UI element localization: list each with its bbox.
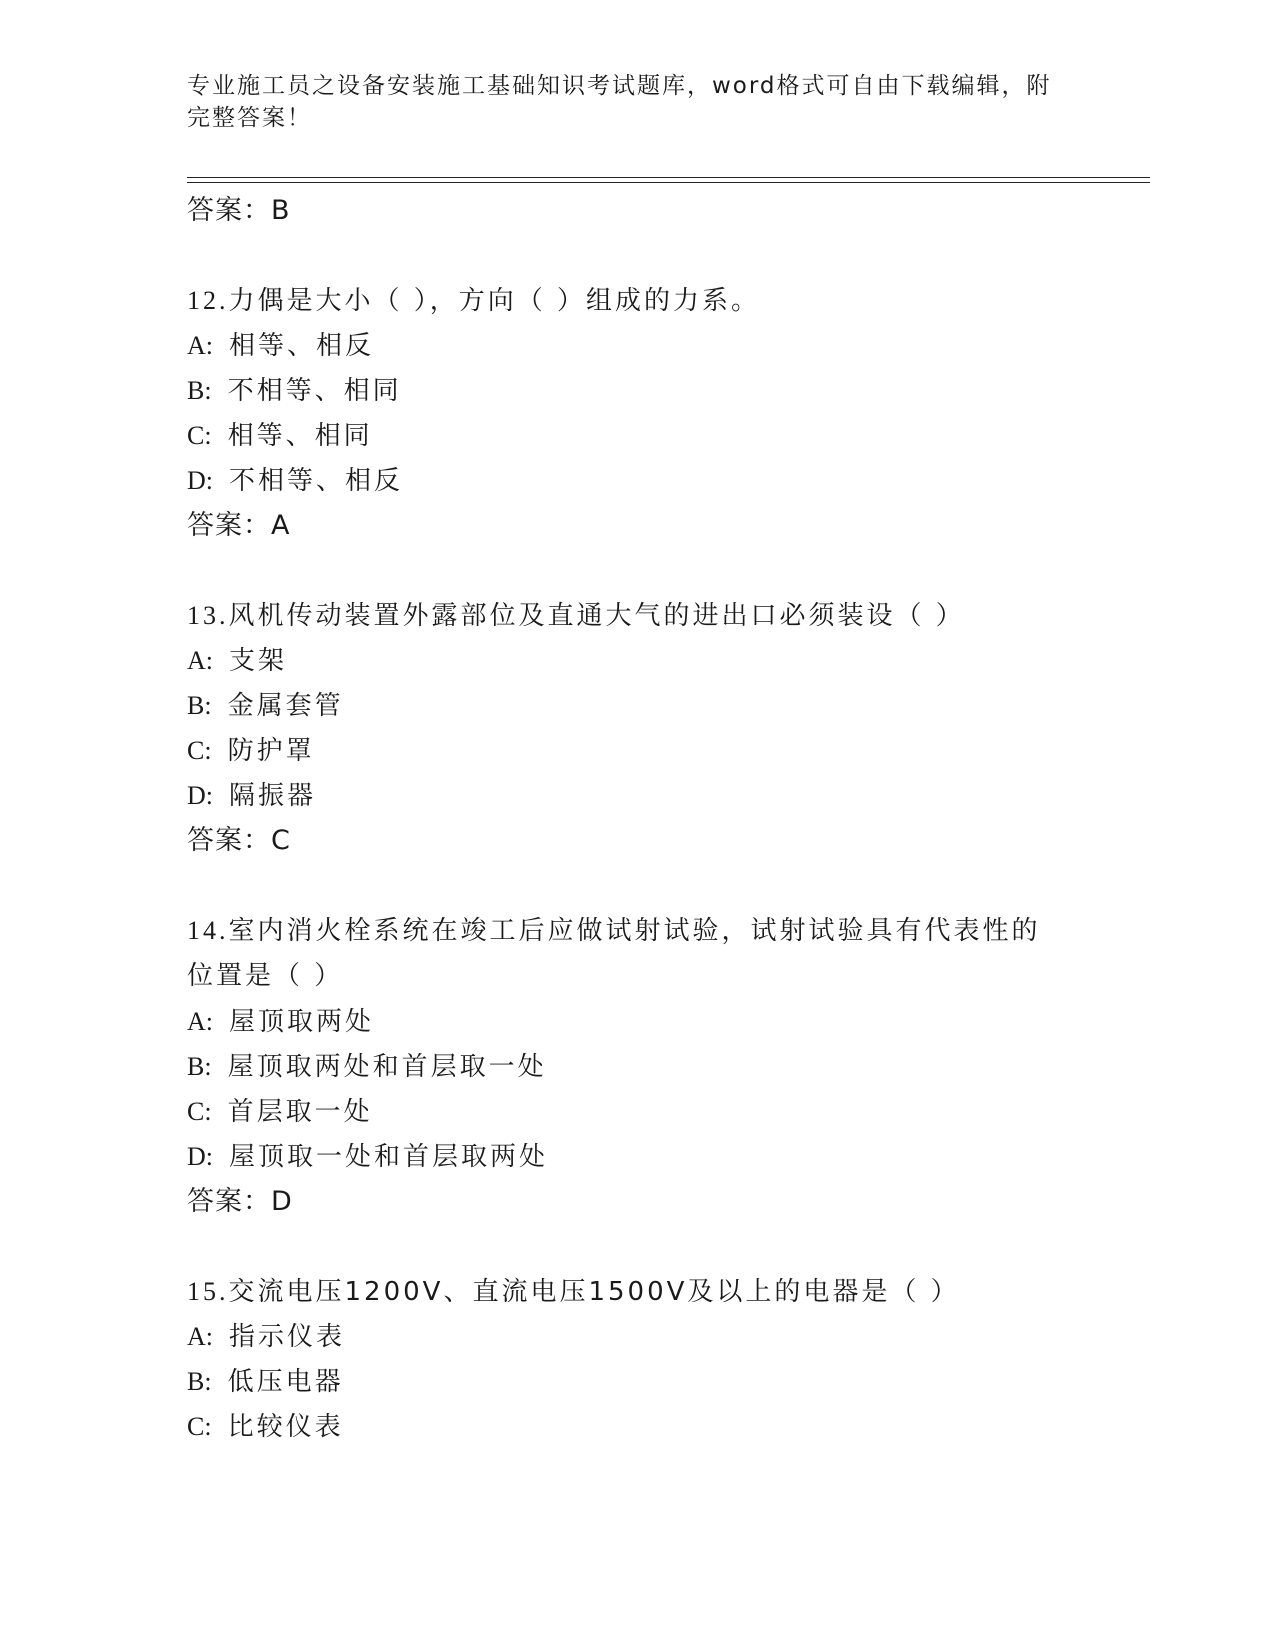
option-b xyxy=(187,368,1087,413)
option-letter: B: xyxy=(187,1052,212,1081)
option-a xyxy=(187,1314,1087,1359)
question-text: 力偶是大小（ ），方向（ ）组成的力系。 xyxy=(228,286,761,316)
option-d xyxy=(187,773,1087,818)
option-text: 低压电器 xyxy=(227,1367,344,1397)
option-b xyxy=(187,1359,1087,1404)
option-c xyxy=(187,1404,1087,1449)
option-a xyxy=(187,638,1087,683)
option-c xyxy=(187,413,1087,458)
question-block xyxy=(187,1269,1087,1449)
question-number: 14. xyxy=(187,916,229,945)
question-block xyxy=(187,593,1087,863)
answer-line: 答案：D xyxy=(187,1186,293,1217)
option-d xyxy=(187,1134,1087,1179)
question-text: 风机传动装置外露部位及直通大气的进出口必须装设（ ） xyxy=(228,601,965,631)
option-text: 不相等、相同 xyxy=(227,376,402,406)
option-letter: B: xyxy=(187,1367,212,1396)
question-stem xyxy=(187,1269,1087,1314)
question-number: 15. xyxy=(187,1277,229,1306)
option-letter: A: xyxy=(187,646,213,675)
document-header: 专业施工员之设备安装施工基础知识考试题库，word格式可自由下载编辑，附完整答案！ xyxy=(187,73,1052,131)
option-text: 相等、相同 xyxy=(227,421,373,451)
option-text: 屋顶取两处和首层取一处 xyxy=(227,1052,547,1082)
option-c xyxy=(187,1089,1087,1134)
option-letter: C: xyxy=(187,1097,212,1126)
option-letter: B: xyxy=(187,691,212,720)
question-stem xyxy=(187,593,1087,638)
option-text: 防护罩 xyxy=(227,736,315,766)
option-text: 金属套管 xyxy=(227,691,344,721)
header-rule-bottom xyxy=(187,182,1150,183)
header-rule-top xyxy=(187,177,1150,178)
option-b xyxy=(187,683,1087,728)
option-a xyxy=(187,323,1087,368)
option-text: 支架 xyxy=(229,646,288,676)
question-text: 室内消火栓系统在竣工后应做试射试验，试射试验具有代表性的位置是（ ） xyxy=(187,916,1041,991)
option-text: 比较仪表 xyxy=(227,1412,344,1442)
option-text: 指示仪表 xyxy=(229,1322,346,1352)
option-letter: D: xyxy=(187,1142,213,1171)
option-a xyxy=(187,999,1087,1044)
option-letter: A: xyxy=(187,331,213,360)
answer-line: 答案：C xyxy=(187,825,291,856)
option-text: 屋顶取两处 xyxy=(229,1007,375,1037)
spacer xyxy=(187,233,1087,278)
question-block xyxy=(187,908,1087,1224)
question-block xyxy=(187,278,1087,548)
spacer xyxy=(187,863,1087,908)
answer-line: 答案：A xyxy=(187,510,291,541)
question-text: 交流电压1200V、直流电压1500V及以上的电器是（ ） xyxy=(228,1277,960,1307)
option-text: 首层取一处 xyxy=(227,1097,373,1127)
question-stem xyxy=(187,278,1087,323)
option-letter: D: xyxy=(187,781,213,810)
option-text: 屋顶取一处和首层取两处 xyxy=(229,1142,549,1172)
option-d xyxy=(187,458,1087,503)
option-letter: C: xyxy=(187,421,212,450)
previous-answer: 答案：B xyxy=(187,195,291,226)
option-letter: A: xyxy=(187,1322,213,1351)
question-stem xyxy=(187,908,1067,999)
option-letter: D: xyxy=(187,466,213,495)
spacer xyxy=(187,1224,1087,1269)
option-c xyxy=(187,728,1087,773)
option-text: 相等、相反 xyxy=(229,331,375,361)
option-letter: C: xyxy=(187,1412,212,1441)
option-letter: A: xyxy=(187,1007,213,1036)
option-letter: C: xyxy=(187,736,212,765)
spacer xyxy=(187,548,1087,593)
option-b xyxy=(187,1044,1087,1089)
option-letter: B: xyxy=(187,376,212,405)
question-list xyxy=(187,188,1087,1449)
question-number: 12. xyxy=(187,286,229,315)
question-number: 13. xyxy=(187,601,229,630)
option-text: 隔振器 xyxy=(229,781,317,811)
option-text: 不相等、相反 xyxy=(229,466,404,496)
